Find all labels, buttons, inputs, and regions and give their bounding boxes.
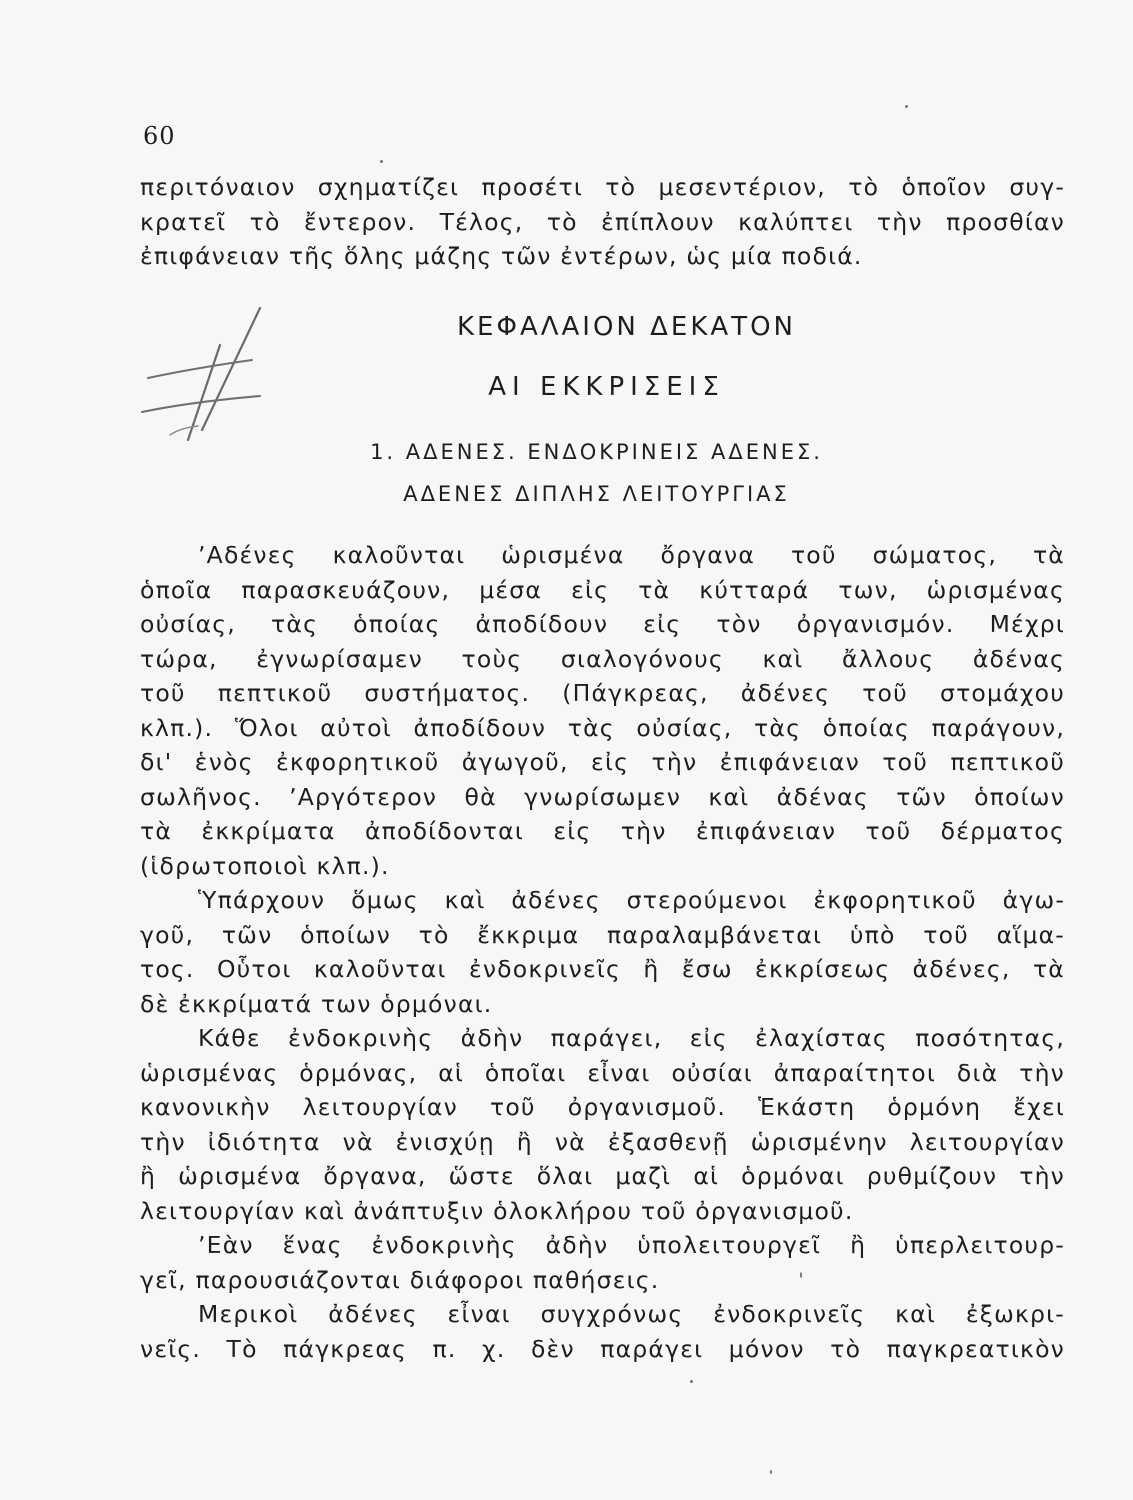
- text-line: (ἱδρωτοποιοὶ κλπ.).: [140, 851, 390, 880]
- paper-speck: [905, 105, 908, 108]
- text-line: νεῖς. Τὸ πάγκρεας π. χ. δὲν παράγει μόνον τὸ παγκρεατικὸν: [140, 1334, 1065, 1363]
- paper-speck: [800, 1272, 802, 1278]
- text-line: τὰ ἐκκρίματα ἀποδίδονται εἰς τὴν ἐπιφάνειαν τοῦ δέρματος: [140, 817, 1065, 845]
- text-line: τος. Οὗτοι καλοῦνται ἐνδοκρινεῖς ἢ ἔσω ἐκκρίσεως ἀδένες, τὰ: [140, 955, 1065, 983]
- text-line: τοῦ πεπτικοῦ συστήματος. (Πάγκρεας, ἀδένες τοῦ στομάχου: [140, 679, 1065, 707]
- text-line: δι' ἑνὸς ἐκφορητικοῦ ἀγωγοῦ, εἰς τὴν ἐπιφάνειαν τοῦ πεπτικοῦ: [140, 748, 1065, 776]
- paper-speck: [380, 160, 383, 163]
- section-subheading: ΑΔΕΝΕΣ ΔΙΠΛΗΣ ΛΕΙΤΟΥΡΓΙΑΣ: [403, 482, 790, 506]
- text-line: τὴν ἰδιότητα νὰ ἐνισχύῃ ἢ νὰ ἐξασθενῇ ὡρισμένην λειτουργίαν: [140, 1127, 1065, 1156]
- text-line: Ὑπάρχουν ὅμως καὶ ἀδένες στερούμενοι ἐκφορητικοῦ ἀγω-: [198, 886, 1065, 914]
- text-line: ὡρισμένας ὁρμόνας, αἱ ὁποῖαι εἶναι οὐσίαι ἀπαραίτητοι διὰ τὴν: [140, 1058, 1065, 1087]
- text-line: λειτουργίαν καὶ ἀνάπτυξιν ὁλοκλήρου τοῦ ὀργανισμοῦ.: [140, 1196, 854, 1225]
- text-line: κανονικὴν λειτουργίαν τοῦ ὀργανισμοῦ. Ἑκάστη ὁρμόνη ἔχει: [140, 1093, 1065, 1121]
- text-line: ἢ ὡρισμένα ὄργανα, ὥστε ὅλαι μαζὶ αἱ ὁρμόναι ρυθμίζουν τὴν: [140, 1162, 1065, 1190]
- paper-speck: [690, 1380, 693, 1383]
- section-heading: 1. ΑΔΕΝΕΣ. ΕΝΔΟΚΡΙΝΕΙΣ ΑΔΕΝΕΣ.: [370, 440, 823, 464]
- chapter-subtitle: ΑΙ ΕΚΚΡΙΣΕΙΣ: [488, 372, 725, 402]
- text-line: γοῦ, τῶν ὁποίων τὸ ἔκκριμα παραλαμβάνεται ὑπὸ τοῦ αἵμα-: [140, 920, 1065, 949]
- text-line: Μερικοὶ ἀδένες εἶναι συγχρόνως ἐνδοκρινεῖς καὶ ἐξωκρι-: [198, 1300, 1065, 1328]
- text-line: ʼΕὰν ἕνας ἐνδοκρινὴς ἀδὴν ὑπολειτουργεῖ ἢ ὑπερλειτουρ-: [198, 1231, 1065, 1259]
- intro-paragraph: [140, 170, 1065, 274]
- text-line: τώρα, ἐγνωρίσαμεν τοὺς σιαλογόνους καὶ ἄλλους ἀδένας: [140, 644, 1065, 673]
- text-line: ʼΑδένες καλοῦνται ὡρισμένα ὄργανα τοῦ σώματος, τὰ: [198, 541, 1065, 569]
- text-line: περιτόναιον σχηματίζει προσέτι τὸ μεσεντέριον, τὸ ὁποῖον συγ-: [140, 173, 1065, 201]
- text-line: κλπ.). Ὅλοι αὐτοὶ ἀποδίδουν τὰς οὐσίας, τὰς ὁποίας παράγουν,: [140, 713, 1065, 742]
- text-line: γεῖ, παρουσιάζονται διάφοροι παθήσεις.: [140, 1265, 660, 1294]
- paper-speck: [770, 1470, 772, 1474]
- text-line: σωλῆνος. ʼΑργότερον θὰ γνωρίσωμεν καὶ ἀδένας τῶν ὁποίων: [140, 782, 1065, 811]
- text-line: δὲ ἐκκρίματά των ὁρμόναι.: [140, 989, 493, 1018]
- chapter-title: ΚΕΦΑΛΑΙΟΝ ΔΕΚΑΤΟΝ: [457, 312, 796, 342]
- body-text: [140, 538, 1065, 1366]
- text-line: Κάθε ἐνδοκρινὴς ἀδὴν παράγει, εἰς ἐλαχίστας ποσότητας,: [198, 1024, 1065, 1052]
- text-line: ἐπιφάνειαν τῆς ὅλης μάζης τῶν ἐντέρων, ὡς μία ποδιά.: [140, 242, 863, 270]
- text-line: κρατεῖ τὸ ἔντερον. Τέλος, τὸ ἐπίπλουν καλύπτει τὴν προσθίαν: [140, 207, 1065, 236]
- text-line: ὁποῖα παρασκευάζουν, μέσα εἰς τὰ κύτταρά των, ὡρισμένας: [140, 575, 1065, 604]
- text-line: οὐσίας, τὰς ὁποίας ἀποδίδουν εἰς τὸν ὀργανισμόν. Μέχρι: [140, 610, 1065, 638]
- page-number: 60: [143, 122, 176, 150]
